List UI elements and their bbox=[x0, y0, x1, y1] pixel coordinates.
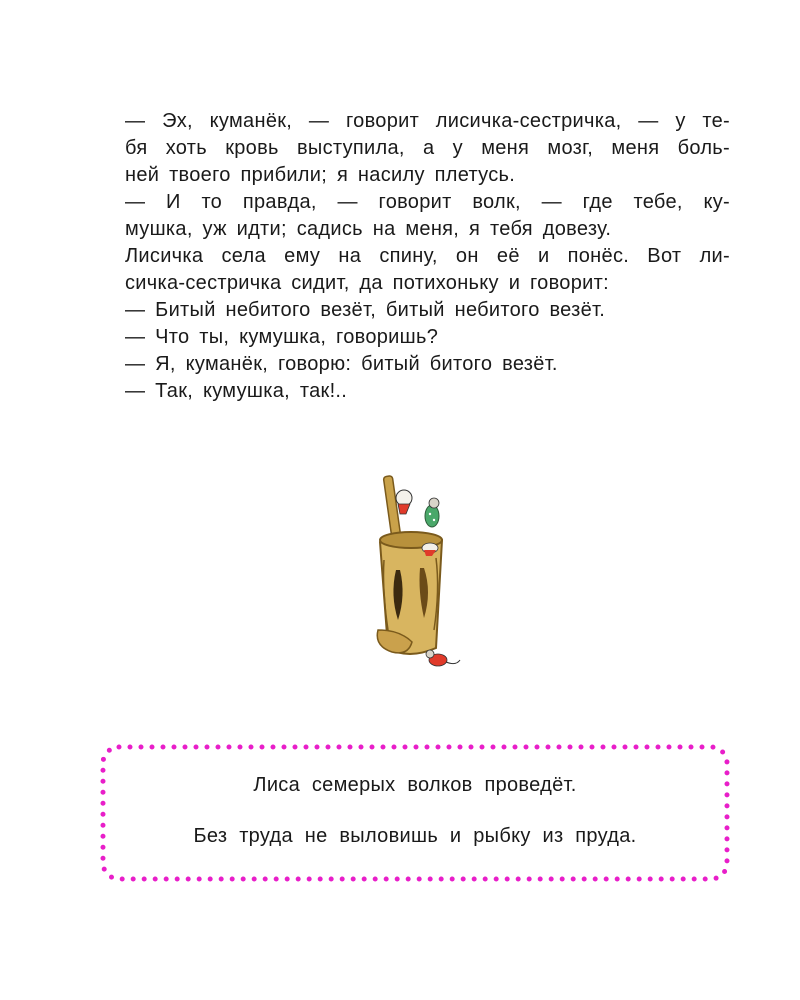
wooden-mortar-with-mice-icon bbox=[360, 470, 470, 680]
story-text bbox=[125, 108, 730, 405]
dotted-frame bbox=[100, 744, 730, 882]
story-line: — Битый небитого везёт, битый небитого везёт. bbox=[125, 299, 606, 321]
story-line: Лисичка села ему на спину, он её и понёс. Вот ли- bbox=[125, 245, 730, 267]
story-line: — Эх, куманёк, — говорит лисичка-сестричка, — у те- bbox=[125, 110, 730, 132]
story-line: бя хоть кровь выступила, а у меня мозг, меня боль- bbox=[125, 137, 730, 159]
story-line: — И то правда, — говорит волк, — где тебе, ку- bbox=[125, 191, 730, 213]
proverb-line: Лиса семерых волков проведёт. bbox=[253, 774, 577, 796]
story-line: сичка-сестричка сидит, да потихоньку и говорит: bbox=[125, 272, 609, 294]
story-line: мушка, уж идти; садись на меня, я тебя довезу. bbox=[125, 218, 612, 240]
proverbs-box bbox=[100, 744, 730, 882]
story-line: — Так, кумушка, так!.. bbox=[125, 380, 348, 402]
proverb-line: Без труда не выловишь и рыбку из пруда. bbox=[193, 825, 637, 847]
story-line: ней твоего прибили; я насилу плетусь. bbox=[125, 164, 516, 186]
story-line: — Что ты, кумушка, говоришь? bbox=[125, 326, 439, 348]
story-line: — Я, куманёк, говорю: битый битого везёт. bbox=[125, 353, 558, 375]
